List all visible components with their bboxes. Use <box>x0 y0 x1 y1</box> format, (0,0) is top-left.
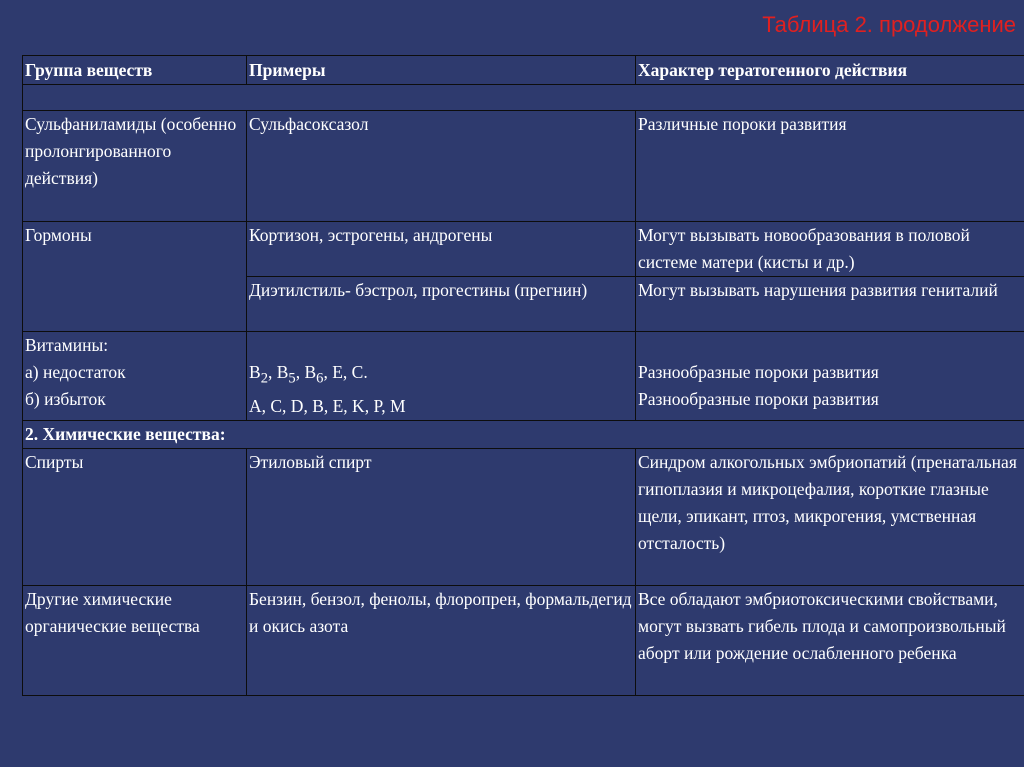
vitamins-excess: б) избыток <box>25 389 106 409</box>
section2-title: 2. Химические вещества: <box>23 420 1024 448</box>
table-row-other <box>23 585 1024 695</box>
vitamins-deficiency: а) недостаток <box>25 362 126 382</box>
vitamins-effect-deficiency: Разнообразные пороки развития <box>638 362 879 382</box>
cell-effect-sulfa: Различные пороки развития <box>636 111 1024 222</box>
cell-examples-hormones: Кортизон, эстрогены, андрогены <box>247 222 636 277</box>
table-header-row <box>23 56 1024 85</box>
cell-examples-other: Бензин, бензол, фенолы, флоропрен, формальдегид и окись азота <box>247 585 636 695</box>
cell-examples-sulfa: Сульфасоксазол <box>247 111 636 222</box>
cell-group-hormones: Гормоны <box>23 222 247 332</box>
empty-cell <box>23 85 1024 111</box>
vitamins-examples-deficiency: $B_2$, $B_5$, $B_6$, E, C. <box>249 362 368 387</box>
cell-examples-alcohols: Этиловый спирт <box>247 448 636 585</box>
cell-examples-des: Диэтилстиль- бэстрол, прогестины (прегнин) <box>247 277 636 332</box>
cell-effect-alcohols: Синдром алкогольных эмбриопатий (пренатальная гипоплазия и микроцефалия, короткие глазные щели, эпикант, птоз, микрогения, умственная отсталость) <box>636 448 1024 585</box>
cell-effect-vitamins <box>636 332 1024 421</box>
table-row-empty <box>23 85 1024 111</box>
table-row-sulfa <box>23 111 1024 222</box>
slide-title: Таблица 2. продолжение <box>762 12 1016 37</box>
cell-effect-other: Все обладают эмбриотоксическими свойствами, могут вызвать гибель плода и самопроизвольный аборт или рождение ослабленного ребенка <box>636 585 1024 695</box>
table-row-alcohols <box>23 448 1024 585</box>
table-row-vitamins <box>23 332 1024 421</box>
cell-effect-hormones: Могут вызывать новообразования в половой системе матери (кисты и др.) <box>636 222 1024 277</box>
cell-effect-des: Могут вызывать нарушения развития гениталий <box>636 277 1024 332</box>
table-row-section2 <box>23 420 1024 448</box>
table-row-hormones <box>23 222 1024 277</box>
teratogen-table <box>22 55 1024 696</box>
header-examples: Примеры <box>247 56 636 85</box>
header-effect: Характер тератогенного действия <box>636 56 1024 85</box>
cell-group-vitamins <box>23 332 247 421</box>
vitamins-effect-excess: Разнообразные пороки развития <box>638 389 879 409</box>
vitamins-examples-excess: A, C, D, B, E, K, P, M <box>249 395 406 416</box>
cell-group-alcohols: Спирты <box>23 448 247 585</box>
cell-examples-vitamins <box>247 332 636 421</box>
header-group: Группа веществ <box>23 56 247 85</box>
cell-group-sulfa: Сульфаниламиды (особенно пролонгированного действия) <box>23 111 247 222</box>
vitamins-title: Витамины: <box>25 335 109 355</box>
cell-group-other: Другие химические органические вещества <box>23 585 247 695</box>
